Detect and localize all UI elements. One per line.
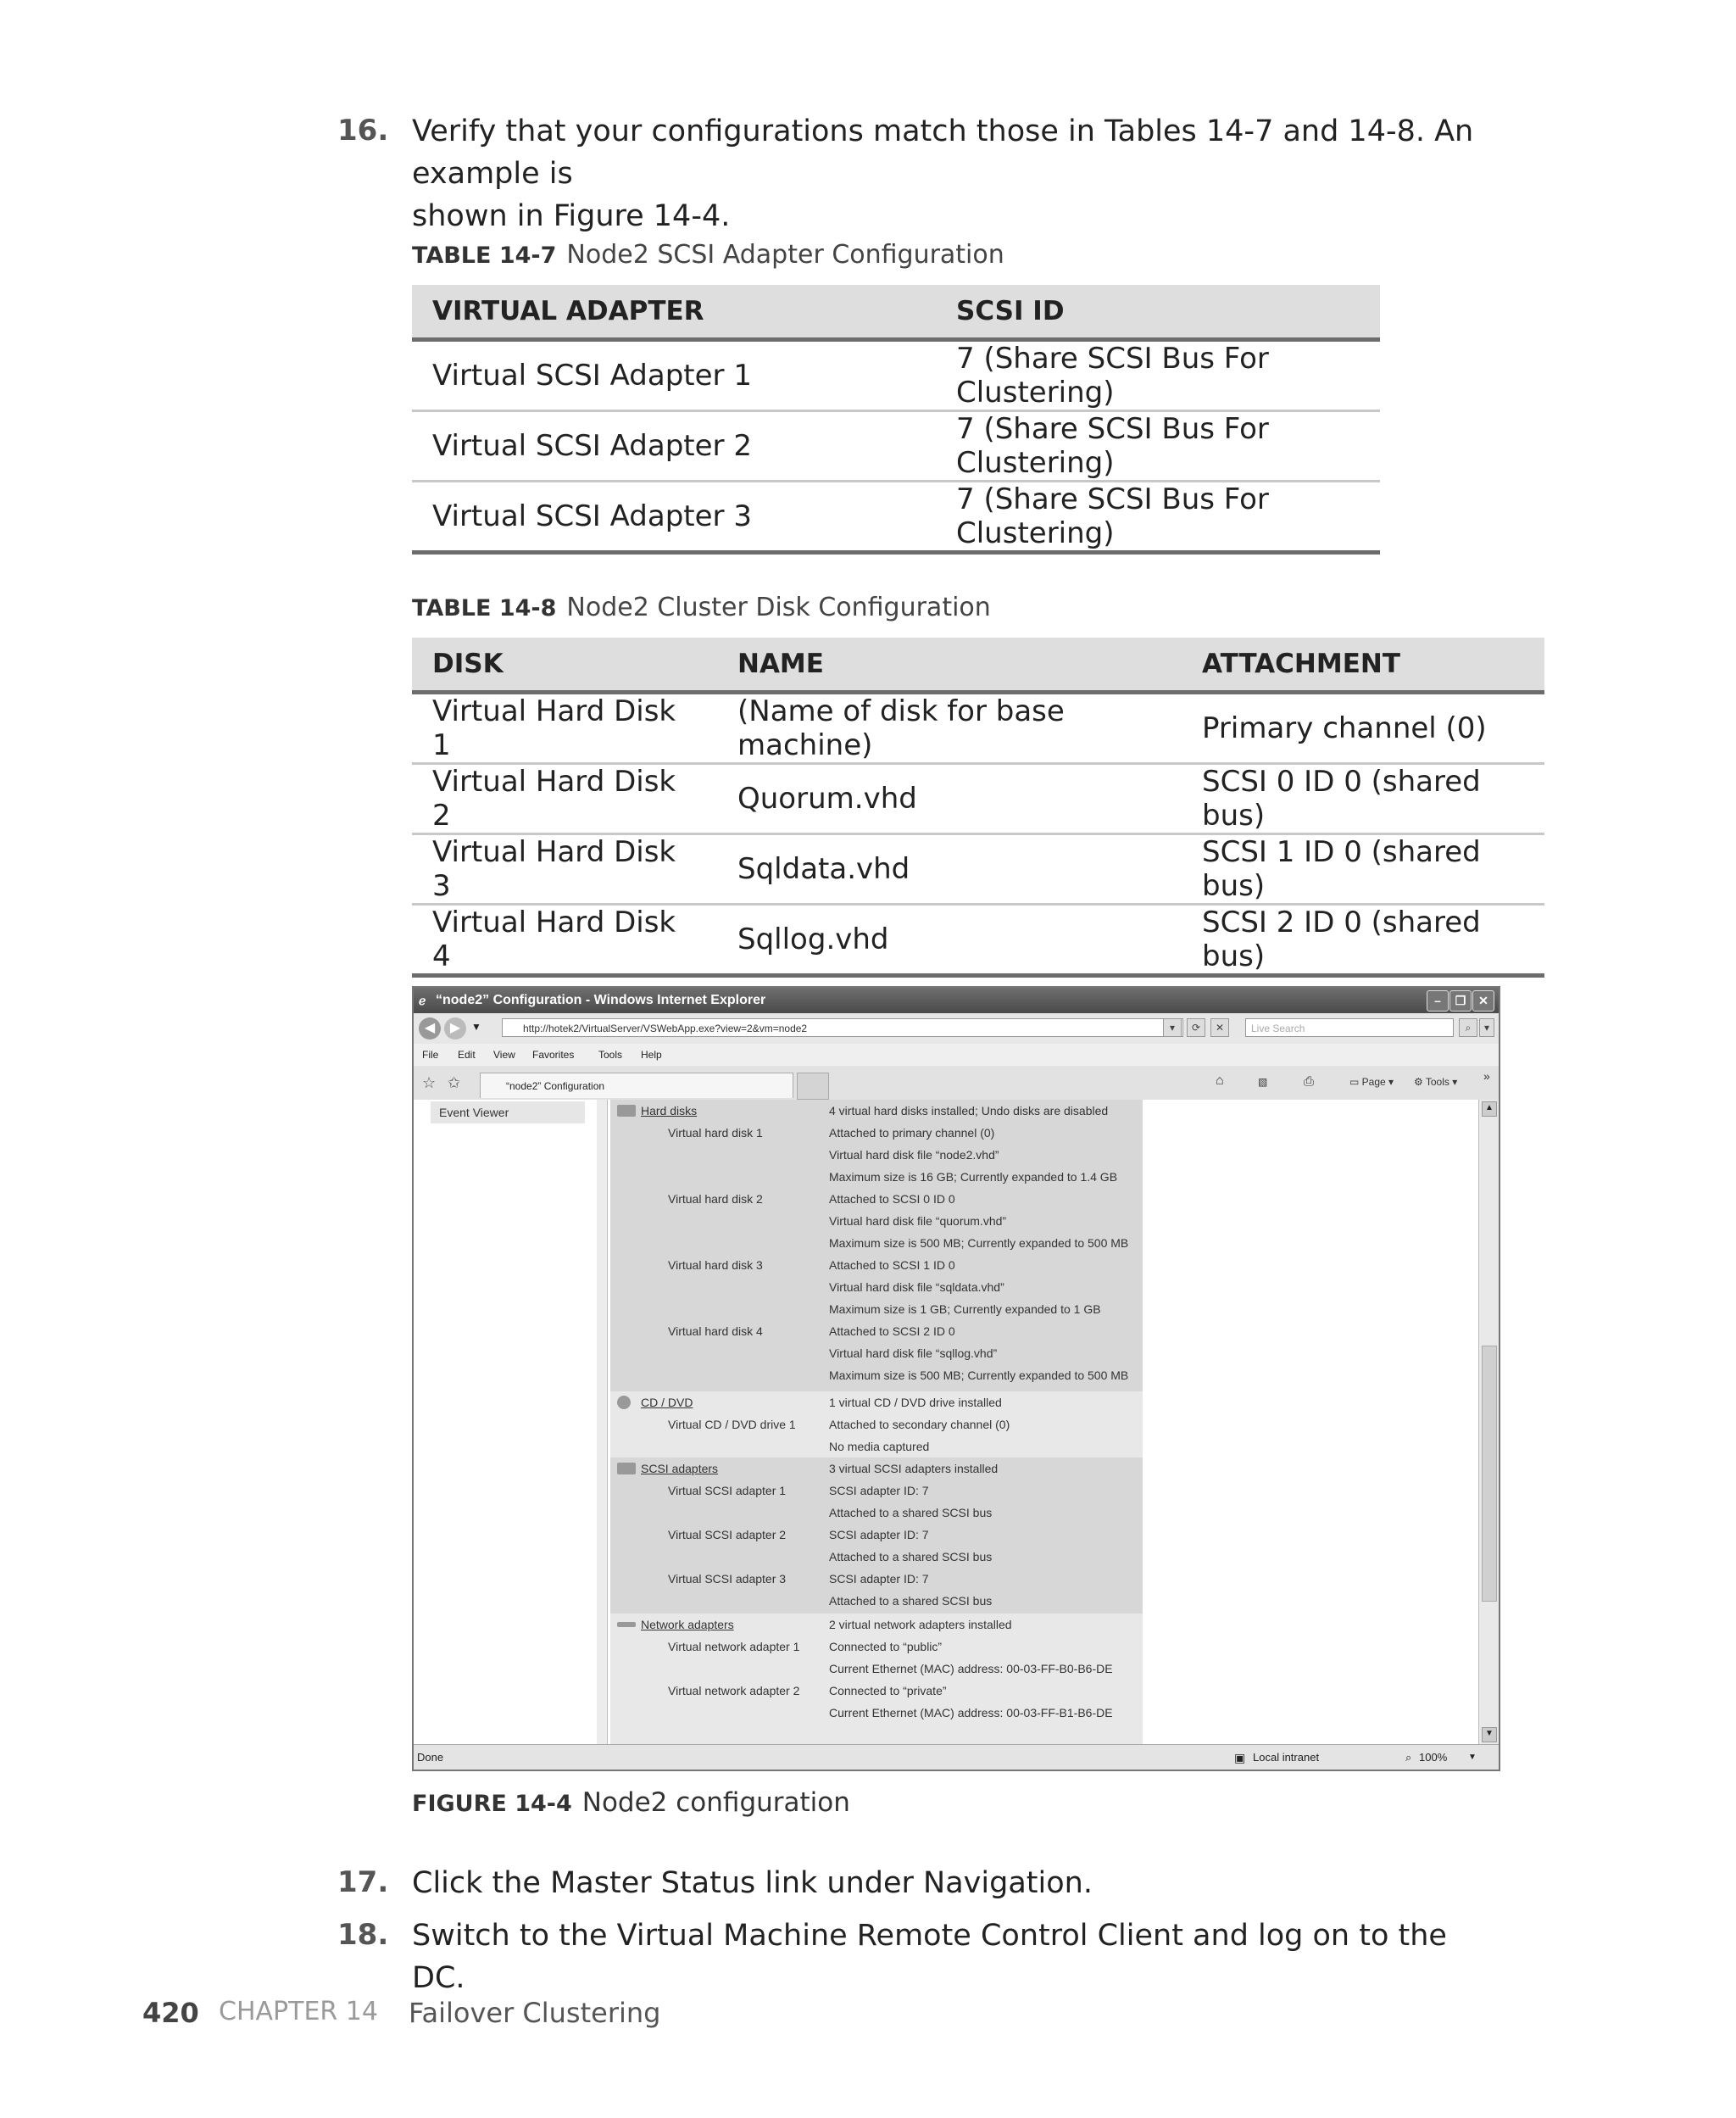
- status-text: Done: [417, 1751, 444, 1764]
- table-cell: (Name of disk for base machine): [717, 693, 1182, 764]
- configuration-panel: [610, 1100, 1143, 1744]
- tools-menu-button[interactable]: ⚙ Tools ▾: [1414, 1076, 1458, 1088]
- add-favorites-icon[interactable]: ✩: [448, 1074, 461, 1091]
- table-cell: SCSI 2 ID 0 (shared bus): [1182, 905, 1544, 976]
- hard-disks-group: Hard disks 4 virtual hard disks installed; Undo disks are disabled Virtual hard disk 1 Attached to primary channel (0) Virtual hard disk file “node2.vhd” Maximum size is 16 GB; Currently expanded to 1.4 GB Virtual hard disk 2 Attached to SCSI 0 ID 0 Virtual hard disk file “quorum.vhd” Maximum size is 500 MB; Currently expanded to 500 MB Virtual hard disk 3 Attached to SCSI 1 ID 0 Virtual hard disk file “sqldata.vhd” Maximum size is 1 GB; Currently expanded to 1 GB Virtual hard disk 4 Attached to SCSI 2 ID 0 Virtual hard disk file “sqllog.vhd” Maximum size is 500 MB; Currently expanded to 500 MB: [610, 1100, 1143, 1391]
- list-item: Virtual SCSI adapter 3 SCSI adapter ID: 7: [668, 1572, 929, 1586]
- table-cell: Virtual Hard Disk 4: [412, 905, 717, 976]
- table-cell: Primary channel (0): [1182, 693, 1544, 764]
- scsi-adapters-group: SCSI adapters 3 virtual SCSI adapters installed Virtual SCSI adapter 1 SCSI adapter ID: 7 Attached to a shared SCSI bus Virtual SCSI adapter 2 SCSI adapter ID: 7 Attached to a shared SCSI bus Virtual SCSI adapter 3 SCSI adapter ID: 7 Attached to a shared SCSI bus: [610, 1458, 1143, 1614]
- table-row: [412, 764, 1544, 834]
- cd-dvd-group: CD / DVD 1 virtual CD / DVD drive installed Virtual CD / DVD drive 1 Attached to secondary channel (0) No media captured: [610, 1391, 1143, 1458]
- table-cell: 7 (Share SCSI Bus For Clustering): [936, 411, 1380, 482]
- minimize-button[interactable]: –: [1427, 990, 1449, 1012]
- menu-favorites[interactable]: Favorites: [532, 1049, 575, 1061]
- table-cell: Quorum.vhd: [717, 764, 1182, 834]
- address-input[interactable]: http://hotek2/VirtualServer/VSWebApp.exe?view=2&vm=node2: [502, 1018, 1183, 1037]
- table-cell: Virtual SCSI Adapter 3: [412, 482, 936, 553]
- table-cell: SCSI 1 ID 0 (shared bus): [1182, 834, 1544, 905]
- table-row: [412, 411, 1380, 482]
- window-title: “node2” Configuration - Windows Internet Explorer: [436, 993, 766, 1007]
- table-row: [412, 905, 1544, 976]
- page-number: 420: [142, 1997, 199, 2029]
- network-adapter-icon: [617, 1622, 636, 1627]
- cd-dvd-link[interactable]: CD / DVD: [641, 1396, 693, 1409]
- menu-edit[interactable]: Edit: [458, 1049, 476, 1061]
- favorites-star-icon[interactable]: ☆: [422, 1074, 437, 1091]
- table-row: [412, 693, 1544, 764]
- step-text: Verify that your configurations match those in Tables 14-7 and 14-8. An example is shown in Figure 14-4.: [412, 114, 1474, 233]
- table-cell: 7 (Share SCSI Bus For Clustering): [936, 482, 1380, 553]
- vertical-scrollbar[interactable]: [1478, 1100, 1500, 1744]
- list-item: Virtual hard disk 4 Attached to SCSI 2 ID 0: [668, 1324, 955, 1338]
- feeds-icon[interactable]: ▧: [1258, 1076, 1268, 1088]
- browser-window-screenshot: [412, 986, 1500, 1771]
- column-header: VIRTUAL ADAPTER: [412, 285, 936, 340]
- list-item: Virtual SCSI adapter 1 SCSI adapter ID: 7: [668, 1484, 929, 1497]
- table-cell: Virtual Hard Disk 1: [412, 693, 717, 764]
- network-adapters-group: Network adapters 2 virtual network adapters installed Virtual network adapter 1 Connected to “public” Current Ethernet (MAC) address: 00-03-FF-B0-B6-DE Virtual network adapter 2 Connected to “private” Current Ethernet (MAC) address: 00-03-FF-B1-B6-DE: [610, 1614, 1143, 1744]
- stop-icon[interactable]: ✕: [1210, 1018, 1229, 1037]
- list-item: Virtual network adapter 2 Connected to “private”: [668, 1684, 947, 1697]
- window-titlebar: [414, 988, 1499, 1013]
- column-header: DISK: [412, 638, 717, 693]
- chapter-label: CHAPTER 14: [219, 1997, 378, 2026]
- back-button[interactable]: ◀: [419, 1017, 441, 1039]
- step-number: 18.: [337, 1918, 389, 1952]
- ie-logo-icon: ℯ: [419, 994, 426, 1007]
- table-cell: Sqllog.vhd: [717, 905, 1182, 976]
- cd-icon: [617, 1396, 631, 1409]
- list-item: Virtual SCSI adapter 2 SCSI adapter ID: 7: [668, 1528, 929, 1541]
- scsi-adapters-link[interactable]: SCSI adapters: [641, 1462, 719, 1475]
- restore-button[interactable]: ❐: [1449, 990, 1472, 1012]
- zoom-icon[interactable]: ⌕: [1405, 1751, 1412, 1764]
- search-icon[interactable]: ⌕: [1459, 1018, 1477, 1037]
- address-dropdown-icon[interactable]: ▾: [1163, 1018, 1182, 1037]
- table-cell: Virtual Hard Disk 3: [412, 834, 717, 905]
- list-item: Virtual network adapter 1 Connected to “public”: [668, 1640, 943, 1653]
- hard-disks-link[interactable]: Hard disks: [641, 1104, 698, 1118]
- network-adapters-link[interactable]: Network adapters: [641, 1618, 734, 1631]
- chapter-title: Failover Clustering: [409, 1997, 661, 2029]
- menu-bar: [414, 1044, 1499, 1066]
- step-number: 16.: [337, 114, 389, 148]
- search-input[interactable]: Live Search: [1245, 1018, 1454, 1037]
- address-bar-row: [414, 1013, 1499, 1044]
- table-cell: SCSI 0 ID 0 (shared bus): [1182, 764, 1544, 834]
- navigation-pane: [414, 1100, 598, 1744]
- list-item: Virtual hard disk 2 Attached to SCSI 0 ID 0: [668, 1192, 955, 1206]
- table-14-8-caption: TABLE 14-8 Node2 Cluster Disk Configuration: [412, 593, 991, 622]
- scsi-adapter-icon: [617, 1463, 636, 1474]
- hard-disk-icon: [617, 1105, 636, 1117]
- list-item: Virtual CD / DVD drive 1 Attached to secondary channel (0): [668, 1418, 1010, 1431]
- table-14-7: [412, 285, 1380, 555]
- table-cell: Virtual SCSI Adapter 1: [412, 340, 936, 411]
- figure-14-4-caption: FIGURE 14-4 Node2 configuration: [412, 1787, 850, 1818]
- table-cell: Virtual SCSI Adapter 2: [412, 411, 936, 482]
- zoom-level[interactable]: 100%: [1419, 1751, 1448, 1764]
- history-dropdown-icon[interactable]: ▼: [471, 1021, 481, 1033]
- column-header: ATTACHMENT: [1182, 638, 1544, 693]
- page-menu-button[interactable]: ▭ Page ▾: [1349, 1076, 1394, 1088]
- list-item: Virtual hard disk 3 Attached to SCSI 1 ID 0: [668, 1258, 955, 1272]
- chevron-more-icon[interactable]: »: [1483, 1069, 1490, 1083]
- new-tab-button[interactable]: [797, 1073, 829, 1100]
- step-text: Click the Master Status link under Navigation.: [412, 1866, 1093, 1900]
- menu-help[interactable]: Help: [641, 1049, 662, 1061]
- step-text: Switch to the Virtual Machine Remote Control Client and log on to the DC.: [412, 1919, 1447, 1995]
- table-cell: Sqldata.vhd: [717, 834, 1182, 905]
- close-button[interactable]: ✕: [1472, 990, 1494, 1012]
- event-viewer-link[interactable]: Event Viewer: [431, 1101, 585, 1123]
- step-number: 17.: [337, 1865, 389, 1899]
- page-content: [414, 1100, 1478, 1744]
- print-icon[interactable]: ⎙: [1304, 1074, 1315, 1089]
- table-row: [412, 834, 1544, 905]
- pane-divider: [597, 1100, 608, 1744]
- status-bar: [414, 1744, 1499, 1770]
- menu-view[interactable]: View: [493, 1049, 515, 1061]
- search-options-icon[interactable]: ▾: [1479, 1018, 1494, 1037]
- refresh-icon[interactable]: ⟳: [1187, 1018, 1205, 1037]
- table-cell: Virtual Hard Disk 2: [412, 764, 717, 834]
- intranet-zone-icon: ▣: [1234, 1751, 1246, 1764]
- command-bar: [414, 1066, 1499, 1101]
- table-row: [412, 340, 1380, 411]
- table-header-row: [412, 638, 1544, 693]
- table-header-row: [412, 285, 1380, 340]
- scroll-down-icon[interactable]: ▼: [1482, 1727, 1497, 1742]
- browser-tab[interactable]: “node2” Configuration: [480, 1073, 793, 1098]
- table-14-8: [412, 638, 1544, 978]
- list-item: Virtual hard disk 1 Attached to primary channel (0): [668, 1126, 995, 1140]
- forward-button[interactable]: ▶: [444, 1017, 466, 1039]
- scrollbar-thumb[interactable]: [1482, 1346, 1497, 1602]
- scroll-up-icon[interactable]: ▲: [1482, 1101, 1497, 1117]
- security-zone: Local intranet: [1253, 1751, 1320, 1764]
- column-header: NAME: [717, 638, 1182, 693]
- menu-file[interactable]: File: [422, 1049, 439, 1061]
- table-cell: 7 (Share SCSI Bus For Clustering): [936, 340, 1380, 411]
- menu-tools[interactable]: Tools: [598, 1049, 623, 1061]
- column-header: SCSI ID: [936, 285, 1380, 340]
- zoom-dropdown-icon[interactable]: ▼: [1468, 1753, 1477, 1762]
- table-row: [412, 482, 1380, 553]
- home-icon[interactable]: ⌂: [1216, 1073, 1224, 1088]
- table-14-7-caption: TABLE 14-7 Node2 SCSI Adapter Configuration: [412, 240, 1004, 270]
